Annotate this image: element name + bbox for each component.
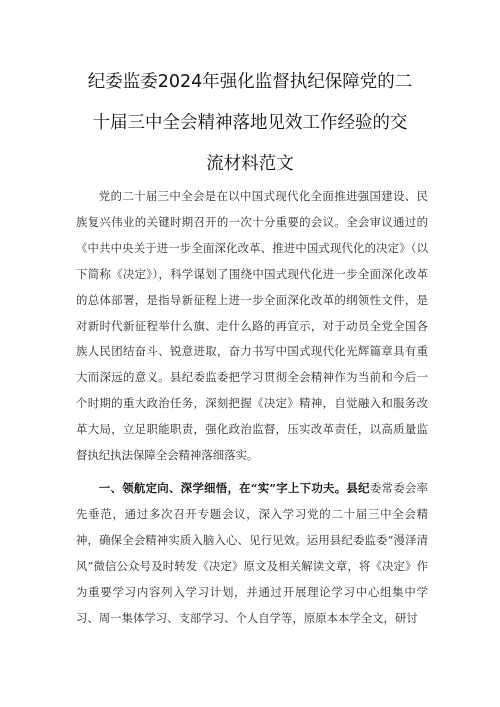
section-heading: 一、领航定向、深学细悟，在“实”字上下功夫。县纪 xyxy=(98,480,370,495)
body-paragraph xyxy=(76,184,428,469)
document-body xyxy=(76,184,428,631)
title-line: 流材料范文 xyxy=(206,154,294,174)
paragraph-text: 委常委会率先垂范，通过多次召开专题会议，深入学习党的二十届三中全会精神，确保全会精神实质入脑入心、见行见效。运用县纪委监委“漫泽清风”微信公众号及时转发《决定》原文及相关解读文章，将《决定》作为重要学习内容列入学习计划，并通过开展理论学习中心组集中学习、周一集体学习、支部学习、个人自学等，原原本本学全文，研讨 xyxy=(76,480,428,625)
title-line: 十届三中全会精神落地见效工作经验的交 xyxy=(92,113,408,133)
body-paragraph xyxy=(76,476,428,631)
title-line: 纪委监委2024年强化监督执纪保障党的二 xyxy=(87,72,413,92)
paragraph-text: 党的二十届三中全会是在以中国式现代化全面推进强国建设、民族复兴伟业的关键时期召开的一次十分重要的会议。全会审议通过的《中共中央关于进一步全面深化改革、推进中国式现代化的决定》（以下简称《决定》），科学谋划了围绕中国式现代化进一步全面深化改革的总体部署，是指导新征程上进一步全面深化改革的纲领性文件，是对新时代新征程举什么旗、走什么路的再宣示，对于动员全党全国各族人民团结奋斗、锐意进取，奋力书写中国式现代化光辉篇章具有重大而深远的意义。县纪委监委把学习贯彻全会精神作为当前和今后一个时期的重大政治任务，深刻把握《决定》精神，自觉融入和服务改革大局，立足职能职责，强化政治监督，压实改革责任，以高质量监督执纪执法保障全会精神落细落实。 xyxy=(76,189,428,463)
document-title xyxy=(70,62,430,185)
